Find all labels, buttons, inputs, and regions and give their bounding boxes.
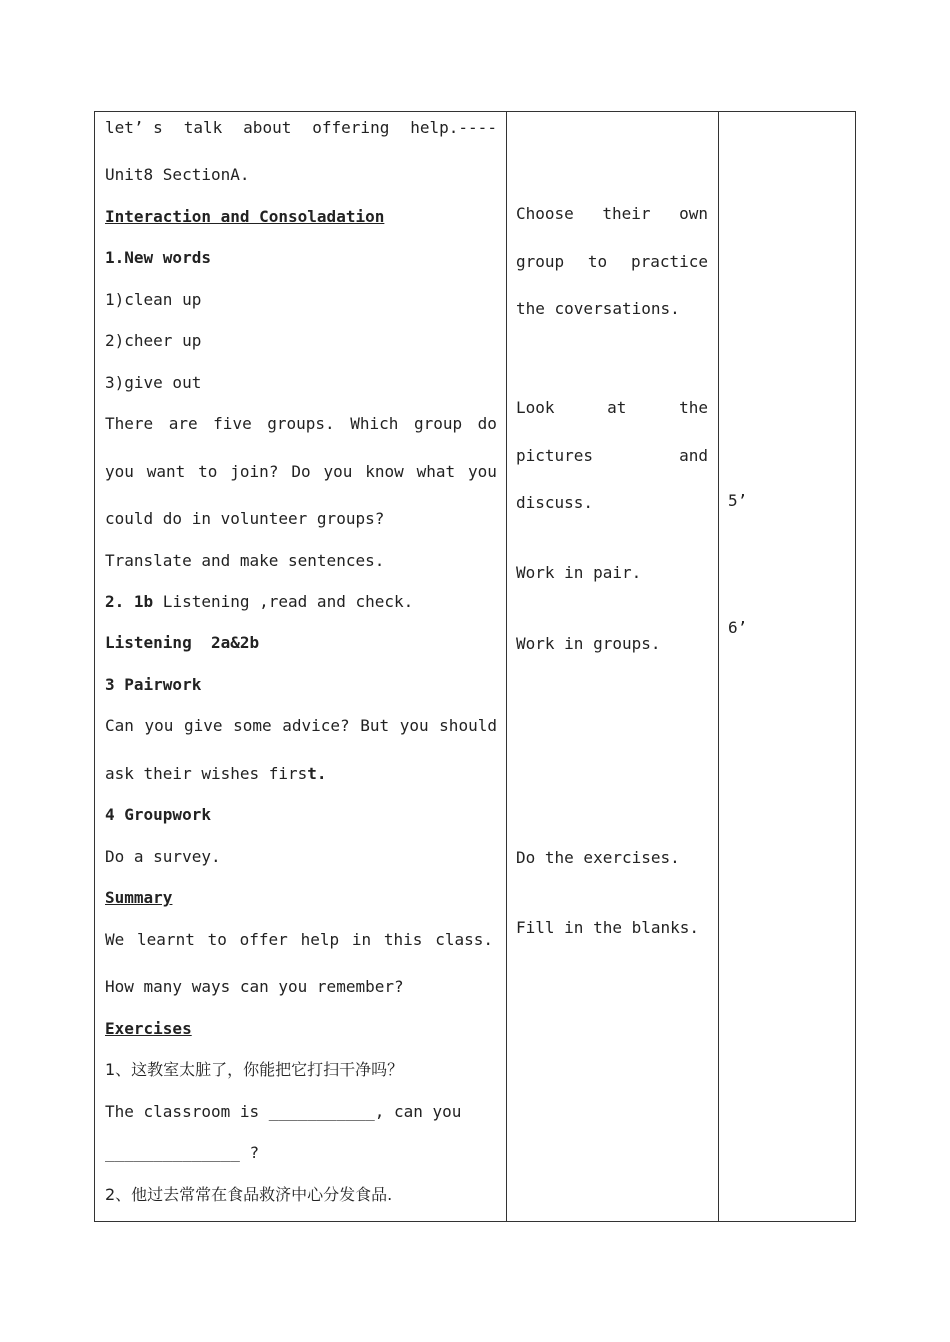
word: are xyxy=(168,414,198,433)
time-6: 6’ xyxy=(728,618,748,637)
activity-choose-line-2 xyxy=(516,252,708,272)
column-divider-2 xyxy=(718,112,719,1221)
word: talk xyxy=(183,118,223,137)
word: We xyxy=(105,930,125,949)
word: groups. xyxy=(267,414,335,433)
word: this xyxy=(383,930,423,949)
word: to xyxy=(207,930,227,949)
word: what xyxy=(416,462,456,481)
groups-question-line-2 xyxy=(105,462,497,482)
summary-line-2: How many ways can you remember? xyxy=(105,977,404,996)
translate-line: Translate and make sentences. xyxy=(105,551,385,570)
advice-line-1 xyxy=(105,716,497,736)
word: their xyxy=(602,204,651,223)
advice-line-2-text: ask their wishes firs xyxy=(105,764,308,783)
word: Choose xyxy=(516,204,574,223)
survey-line: Do a survey. xyxy=(105,847,221,866)
word: about xyxy=(243,118,292,137)
listening-1b-line xyxy=(105,592,413,612)
summary-heading: Summary xyxy=(105,888,173,907)
groupwork-heading: 4 Groupwork xyxy=(105,805,211,824)
word: and xyxy=(679,446,708,465)
word: you xyxy=(144,716,174,735)
lesson-plan-table xyxy=(94,111,856,1222)
word: help xyxy=(300,930,340,949)
summary-line-1 xyxy=(105,930,493,950)
listening-1b-number: 2. 1b xyxy=(105,592,154,611)
word: to xyxy=(198,462,218,481)
word: Look xyxy=(516,398,555,417)
time-column xyxy=(728,112,848,1221)
word-item-2: 2)cheer up xyxy=(105,331,202,350)
exercise-1-english: The classroom is ___________, can you xyxy=(105,1102,462,1121)
word: group xyxy=(413,414,463,433)
word: group xyxy=(516,252,565,271)
activity-exercises: Do the exercises. xyxy=(516,848,680,867)
word: the xyxy=(679,398,708,417)
unit-line: Unit8 SectionA. xyxy=(105,165,250,184)
exercise-1-chinese: 1、这教室太脏了，你能把它打扫干净吗？ xyxy=(105,1060,404,1079)
activity-look-line-1 xyxy=(516,398,708,418)
activity-pair: Work in pair. xyxy=(516,563,642,582)
activity-look-line-3: discuss. xyxy=(516,493,594,512)
word: offer xyxy=(239,930,288,949)
advice-line-2 xyxy=(105,764,327,784)
word: should xyxy=(439,716,497,735)
activity-choose-line-1 xyxy=(516,204,708,224)
word: Can xyxy=(105,716,134,735)
word: give xyxy=(183,716,223,735)
word: some xyxy=(233,716,272,735)
intro-line xyxy=(105,118,497,138)
word: you xyxy=(399,716,429,735)
activity-column xyxy=(516,112,708,1221)
word: in xyxy=(351,930,372,949)
word: advice? xyxy=(282,716,350,735)
word: Which xyxy=(350,414,399,433)
word: class. xyxy=(435,930,493,949)
word: There xyxy=(105,414,154,433)
word: five xyxy=(213,414,252,433)
exercises-heading: Exercises xyxy=(105,1019,192,1038)
activity-groups: Work in groups. xyxy=(516,634,661,653)
word: practice xyxy=(630,252,708,271)
word: you xyxy=(105,462,134,481)
word: Do xyxy=(291,462,311,481)
word: you xyxy=(323,462,353,481)
word: to xyxy=(587,252,608,271)
word: want xyxy=(146,462,186,481)
word: pictures xyxy=(516,446,594,465)
word: But xyxy=(360,716,390,735)
groups-question-line-3: could do in volunteer groups? xyxy=(105,509,385,528)
word: do xyxy=(477,414,497,433)
listening-1b-text: Listening ,read and check. xyxy=(153,592,414,611)
content-column xyxy=(105,112,497,1221)
word-item-3: 3)give out xyxy=(105,373,202,392)
new-words-heading: 1.New words xyxy=(105,248,211,267)
section-heading-interaction: Interaction and Consoladation xyxy=(105,207,385,226)
word-item-1: 1)clean up xyxy=(105,290,202,309)
exercise-2-chinese: 2、他过去常常在食品救济中心分发食品. xyxy=(105,1185,393,1204)
word: own xyxy=(679,204,708,223)
activity-choose-line-3: the coversations. xyxy=(516,299,680,318)
listening-2a-heading: Listening 2a&2b xyxy=(105,633,260,652)
word: know xyxy=(365,462,404,481)
activity-blanks: Fill in the blanks. xyxy=(516,918,700,937)
word: you xyxy=(467,462,497,481)
pairwork-heading: 3 Pairwork xyxy=(105,675,202,694)
word: join? xyxy=(230,462,279,481)
time-5: 5’ xyxy=(728,491,748,510)
activity-look-line-2 xyxy=(516,446,708,466)
word: learnt xyxy=(137,930,195,949)
word: let’ s xyxy=(105,118,163,137)
word: help.---- xyxy=(410,118,497,137)
word: at xyxy=(607,398,627,417)
groups-question-line-1 xyxy=(105,414,497,434)
word: offering xyxy=(312,118,390,137)
advice-line-2-end: t. xyxy=(307,764,327,783)
exercise-1-blank: ______________ ? xyxy=(105,1143,260,1162)
column-divider-1 xyxy=(506,112,507,1221)
